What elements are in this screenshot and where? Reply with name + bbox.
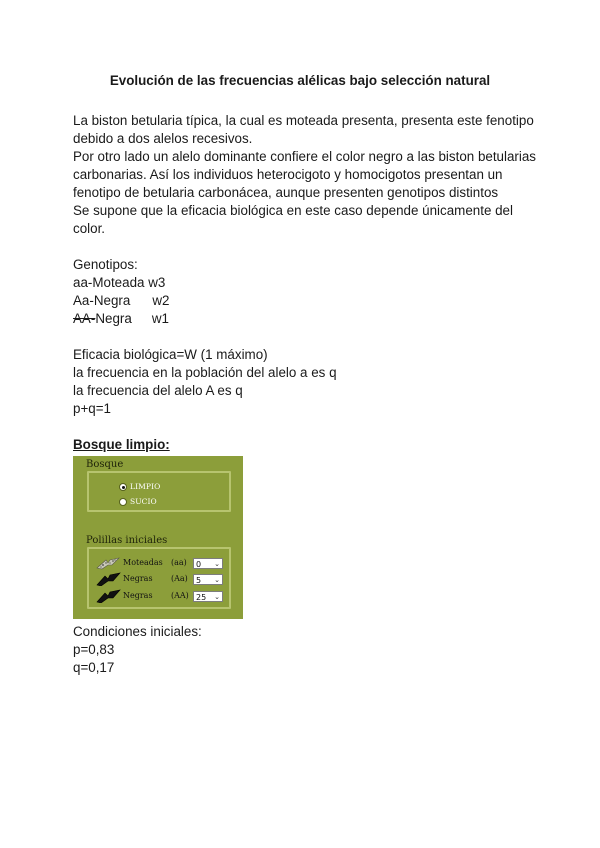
intro-line: La biston betularia típica, la cual es moteada presenta, presenta este fenotipo <box>73 113 534 128</box>
initial-heading: Condiciones iniciales: <box>73 624 202 639</box>
genotype-name: Negra <box>95 311 132 326</box>
moteadas-select[interactable] <box>193 558 223 569</box>
intro-line: Por otro lado un alelo dominante confiere el color negro a las biston betularias <box>73 149 537 164</box>
document-title: Evolución de las frecuencias alélicas bajo selección natural <box>109 73 491 88</box>
moth-label: Negras <box>123 591 153 600</box>
speckled-moth-icon <box>95 556 121 570</box>
fitness-line: Eficacia biológica=W (1 máximo) <box>73 347 268 362</box>
negras-AA-value: 25 <box>196 592 207 602</box>
radio-limpio-label: LIMPIO <box>130 482 161 491</box>
intro-line: carbonarias. Así los individuos heterocigoto y homocigotos presentan un <box>73 167 503 182</box>
bosque-label: Bosque <box>86 459 124 470</box>
radio-limpio-icon[interactable] <box>119 483 127 491</box>
negras-aa-select[interactable] <box>193 574 223 585</box>
chevron-down-icon: ⌄ <box>214 559 220 568</box>
genotypes-heading: Genotipos: <box>73 257 138 272</box>
simulation-panel <box>73 456 243 619</box>
genotype-code: AA- <box>73 311 96 326</box>
moth-genotype: (AA) <box>171 591 189 600</box>
moth-genotype: (aa) <box>171 558 187 567</box>
intro-paragraph <box>73 112 537 238</box>
negras-aa-value: 5 <box>196 575 202 585</box>
fitness-line: la frecuencia del alelo A es q <box>73 383 243 398</box>
radio-sucio-icon[interactable] <box>119 498 127 506</box>
negras-AA-select[interactable] <box>193 591 223 602</box>
document-page <box>73 72 537 677</box>
genotype-name: Moteada <box>92 275 145 290</box>
initial-line: p=0,83 <box>73 642 115 657</box>
polillas-label: Polillas iniciales <box>86 535 168 546</box>
moth-row-negras-AA <box>95 587 223 605</box>
section-title: Bosque limpio: <box>73 437 170 452</box>
chevron-down-icon: ⌄ <box>214 592 220 601</box>
intro-line: Se supone que la eficacia biológica en este caso depende únicamente del <box>73 203 513 218</box>
genotype-row <box>73 310 533 328</box>
genotype-name: Negra <box>93 293 131 308</box>
fitness-line: la frecuencia en la población del alelo a es q <box>73 365 337 380</box>
genotype-row <box>73 274 533 292</box>
intro-line: color. <box>73 221 106 236</box>
genotypes-block <box>73 256 533 328</box>
genotype-fitness: w1 <box>151 311 169 326</box>
initial-line: q=0,17 <box>73 660 115 675</box>
black-moth-icon <box>95 572 121 586</box>
moth-row-negras-aa <box>95 570 223 588</box>
intro-line: debido a dos alelos recesivos. <box>73 131 253 146</box>
chevron-down-icon: ⌄ <box>214 575 220 584</box>
intro-line: fenotipo de betularia carbonácea, aunque presenten genotipos distintos <box>73 185 499 200</box>
genotype-code: Aa- <box>73 293 94 308</box>
initial-conditions <box>73 623 533 677</box>
genotype-code: aa- <box>73 275 93 290</box>
radio-sucio-label: SUCIO <box>130 497 157 506</box>
black-moth-icon <box>95 589 121 603</box>
radio-sucio[interactable] <box>119 493 157 511</box>
moth-genotype: (Aa) <box>171 574 188 583</box>
fitness-line: p+q=1 <box>73 401 111 416</box>
moteadas-value: 0 <box>196 559 202 569</box>
moth-label: Negras <box>123 574 153 583</box>
genotype-fitness: w3 <box>148 275 166 290</box>
genotype-row <box>73 292 533 310</box>
moth-label: Moteadas <box>123 558 163 567</box>
genotype-fitness: w2 <box>152 293 170 308</box>
fitness-block <box>73 346 533 418</box>
